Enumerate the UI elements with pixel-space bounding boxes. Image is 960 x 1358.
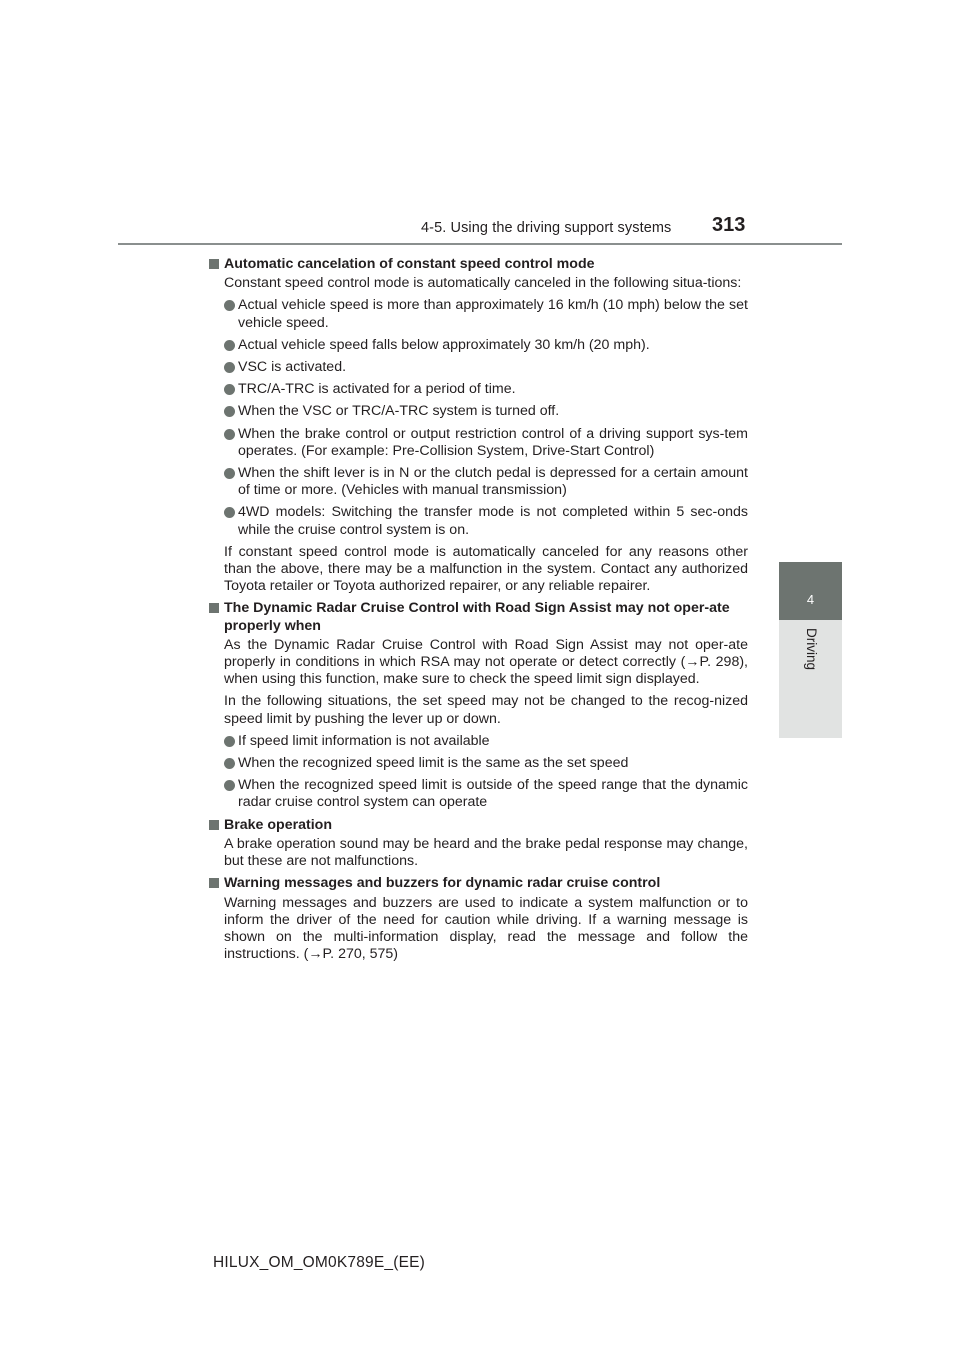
list-item [208, 755, 748, 772]
section-heading-text: Automatic cancelation of constant speed control mode [224, 256, 595, 272]
section-heading [208, 875, 748, 892]
section-title: 4-5. Using the driving support systems [421, 220, 672, 236]
paragraph [208, 544, 748, 596]
chapter-number: 4 [806, 592, 815, 607]
content-section [208, 875, 748, 963]
chapter-label: Driving [804, 628, 819, 671]
paragraph-text: As the Dynamic Radar Cruise Control with Road Sign Assist may not oper-ate properly in conditions in which RSA may not operate or detect correctly (→P. 298), when using this function, make sure to check the speed limit sign displayed. [224, 636, 748, 688]
section-heading-text: Brake operation [224, 816, 333, 833]
section-heading [208, 817, 748, 834]
paragraph-text: Constant speed control mode is automatically canceled in the following situa-tions: [224, 275, 742, 292]
square-bullet-icon [209, 259, 219, 269]
list-item-text: TRC/A-TRC is activated for a period of time. [238, 381, 516, 398]
main-content [208, 256, 748, 968]
paragraph [208, 275, 748, 292]
circle-bullet-icon [224, 300, 235, 311]
section-heading-text: Warning messages and buzzers for dynamic radar cruise control [224, 875, 661, 892]
page-number: 313 [712, 214, 746, 236]
list-item [208, 403, 748, 420]
content-section [208, 600, 748, 811]
square-bullet-icon [209, 820, 219, 830]
list-item-text: 4WD models: Switching the transfer mode is not completed within 5 sec-onds while the cruise control system is on. [238, 504, 748, 538]
content-section [208, 817, 748, 871]
paragraph [208, 895, 748, 964]
list-item-text: Actual vehicle speed falls below approximately 30 km/h (20 mph). [238, 336, 650, 353]
paragraph-text: In the following situations, the set speed may not be changed to the recog-nized speed limit by pushing the lever up or down. [224, 693, 748, 727]
circle-bullet-icon [224, 468, 235, 479]
list-item-text: VSC is activated. [238, 359, 347, 376]
paragraph [208, 693, 748, 727]
list-item [208, 465, 748, 499]
list-item-text: Actual vehicle speed is more than approximately 16 km/h (10 mph) below the set vehicle speed. [238, 297, 748, 331]
circle-bullet-icon [224, 758, 235, 769]
paragraph-text: Warning messages and buzzers are used to indicate a system malfunction or to inform the driver of the need for caution while driving. If a warning message is shown on the multi-information display, read the message and follow the instructions. (→P. 270, 575) [224, 894, 748, 963]
section-heading [208, 600, 748, 634]
list-item [208, 381, 748, 398]
list-item [208, 297, 748, 331]
list-item [208, 777, 748, 811]
list-item-text: When the shift lever is in N or the clutch pedal is depressed for a certain amount of time or more. (Vehicles with manual transmission) [238, 465, 748, 499]
square-bullet-icon [209, 603, 219, 613]
circle-bullet-icon [224, 736, 235, 747]
list-item-text: When the brake control or output restriction control of a driving support sys-tem operates. (For example: Pre-Collision System, Drive-Start Control) [238, 425, 748, 459]
list-item-text: If speed limit information is not available [238, 732, 490, 749]
content-section [208, 256, 748, 595]
list-item-text: When the VSC or TRC/A-TRC system is turned off. [238, 403, 560, 420]
header-divider [118, 243, 842, 245]
list-item [208, 359, 748, 376]
circle-bullet-icon [224, 406, 235, 417]
circle-bullet-icon [224, 340, 235, 351]
document-code: HILUX_OM_OM0K789E_(EE) [213, 1254, 426, 1271]
list-item [208, 426, 748, 460]
list-item [208, 733, 748, 750]
circle-bullet-icon [224, 780, 235, 791]
paragraph-text: If constant speed control mode is automatically canceled for any reasons other than the above, there may be a malfunction in the system. Contact any authorized Toyota retailer or Toyota authorized repairer, or any reliable repairer. [224, 543, 748, 595]
list-item [208, 504, 748, 538]
list-item [208, 337, 748, 354]
chapter-side-bar [779, 620, 842, 738]
circle-bullet-icon [224, 429, 235, 440]
paragraph-text: A brake operation sound may be heard and the brake pedal response may change, but these are not malfunctions. [224, 835, 748, 870]
circle-bullet-icon [224, 362, 235, 373]
square-bullet-icon [209, 878, 219, 888]
section-heading [208, 256, 748, 273]
section-heading-text: The Dynamic Radar Cruise Control with Road Sign Assist may not oper-ate properly when [224, 600, 730, 634]
paragraph [208, 637, 748, 689]
chapter-tab [779, 562, 842, 620]
circle-bullet-icon [224, 384, 235, 395]
circle-bullet-icon [224, 507, 235, 518]
paragraph [208, 836, 748, 870]
list-item-text: When the recognized speed limit is outside of the speed range that the dynamic radar cruise control system can operate [238, 777, 748, 811]
list-item-text: When the recognized speed limit is the same as the set speed [238, 755, 629, 772]
